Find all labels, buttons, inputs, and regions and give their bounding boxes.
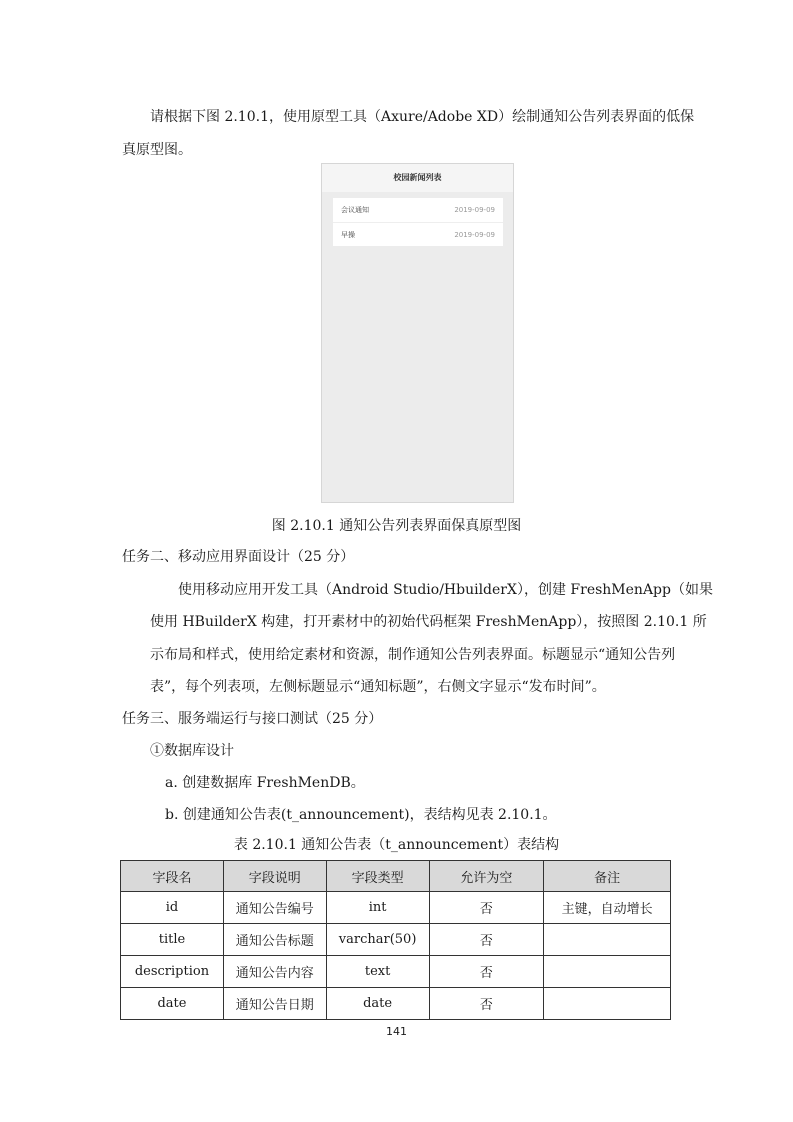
task3-item-a: a. 创建数据库 FreshMenDB。 bbox=[165, 775, 365, 791]
table-row bbox=[121, 924, 671, 956]
table-cell bbox=[544, 956, 671, 988]
table-header-cell: 字段名 bbox=[121, 861, 224, 892]
table-caption: 表 2.10.1 通知公告表（t_announcement）表结构 bbox=[233, 837, 560, 853]
table-cell: varchar(50) bbox=[326, 924, 429, 956]
mockup-list-item bbox=[333, 222, 503, 247]
mockup-item-title: 早操 bbox=[341, 231, 355, 239]
table-cell: 否 bbox=[429, 956, 544, 988]
table-cell: 通知公告日期 bbox=[223, 988, 326, 1020]
page-number: 141 bbox=[386, 1025, 407, 1038]
table-header-cell: 备注 bbox=[544, 861, 671, 892]
mockup-list bbox=[333, 198, 503, 246]
intro-line-1: 请根据下图 2.10.1，使用原型工具（Axure/Adobe XD）绘制通知公告列表界面的低保 bbox=[150, 109, 695, 125]
mockup-item-title: 会议通知 bbox=[341, 206, 369, 214]
task2-line: 表”，每个列表项，左侧标题显示“通知标题”，右侧文字显示“发布时间”。 bbox=[150, 679, 606, 695]
task2-line: 使用 HBuilderX 构建，打开素材中的初始代码框架 FreshMenApp），按照图 2.10.1 所 bbox=[150, 614, 707, 630]
intro-line-2: 真原型图。 bbox=[122, 142, 192, 158]
table-cell: title bbox=[121, 924, 224, 956]
mockup-list-item bbox=[333, 198, 503, 222]
table-row bbox=[121, 956, 671, 988]
table-cell: int bbox=[326, 892, 429, 924]
table-row bbox=[121, 988, 671, 1020]
table-cell: date bbox=[121, 988, 224, 1020]
table-cell: 主键，自动增长 bbox=[544, 892, 671, 924]
task3-subheading: ①数据库设计 bbox=[150, 743, 234, 759]
task3-heading: 任务三、服务端运行与接口测试（25 分） bbox=[122, 711, 383, 727]
table-cell: date bbox=[326, 988, 429, 1020]
table-cell: description bbox=[121, 956, 224, 988]
mockup-item-date: 2019-09-09 bbox=[454, 206, 495, 214]
table-cell: 通知公告标题 bbox=[223, 924, 326, 956]
table-header-cell: 字段类型 bbox=[326, 861, 429, 892]
mockup-item-date: 2019-09-09 bbox=[454, 231, 495, 239]
table-cell: 通知公告内容 bbox=[223, 956, 326, 988]
table-row bbox=[121, 892, 671, 924]
prototype-mockup bbox=[321, 163, 514, 503]
table-cell: id bbox=[121, 892, 224, 924]
table-cell: 否 bbox=[429, 892, 544, 924]
table-cell bbox=[544, 988, 671, 1020]
task2-line: 使用移动应用开发工具（Android Studio/HbuilderX），创建 FreshMenApp（如果 bbox=[178, 582, 713, 598]
task3-item-b: b. 创建通知公告表(t_announcement)，表结构见表 2.10.1。 bbox=[165, 807, 557, 823]
task2-heading: 任务二、移动应用界面设计（25 分） bbox=[122, 549, 355, 565]
table-cell: 否 bbox=[429, 924, 544, 956]
task2-line: 示布局和样式，使用给定素材和资源，制作通知公告列表界面。标题显示“通知公告列 bbox=[150, 647, 676, 663]
announcement-table bbox=[120, 860, 671, 1020]
table-cell: text bbox=[326, 956, 429, 988]
table-cell: 通知公告编号 bbox=[223, 892, 326, 924]
figure-caption: 图 2.10.1 通知公告列表界面保真原型图 bbox=[271, 518, 522, 534]
mockup-header-title: 校园新闻列表 bbox=[322, 164, 513, 192]
table-cell bbox=[544, 924, 671, 956]
table-header-cell: 字段说明 bbox=[223, 861, 326, 892]
table-header-cell: 允许为空 bbox=[429, 861, 544, 892]
table-header-row bbox=[121, 861, 671, 892]
table-cell: 否 bbox=[429, 988, 544, 1020]
